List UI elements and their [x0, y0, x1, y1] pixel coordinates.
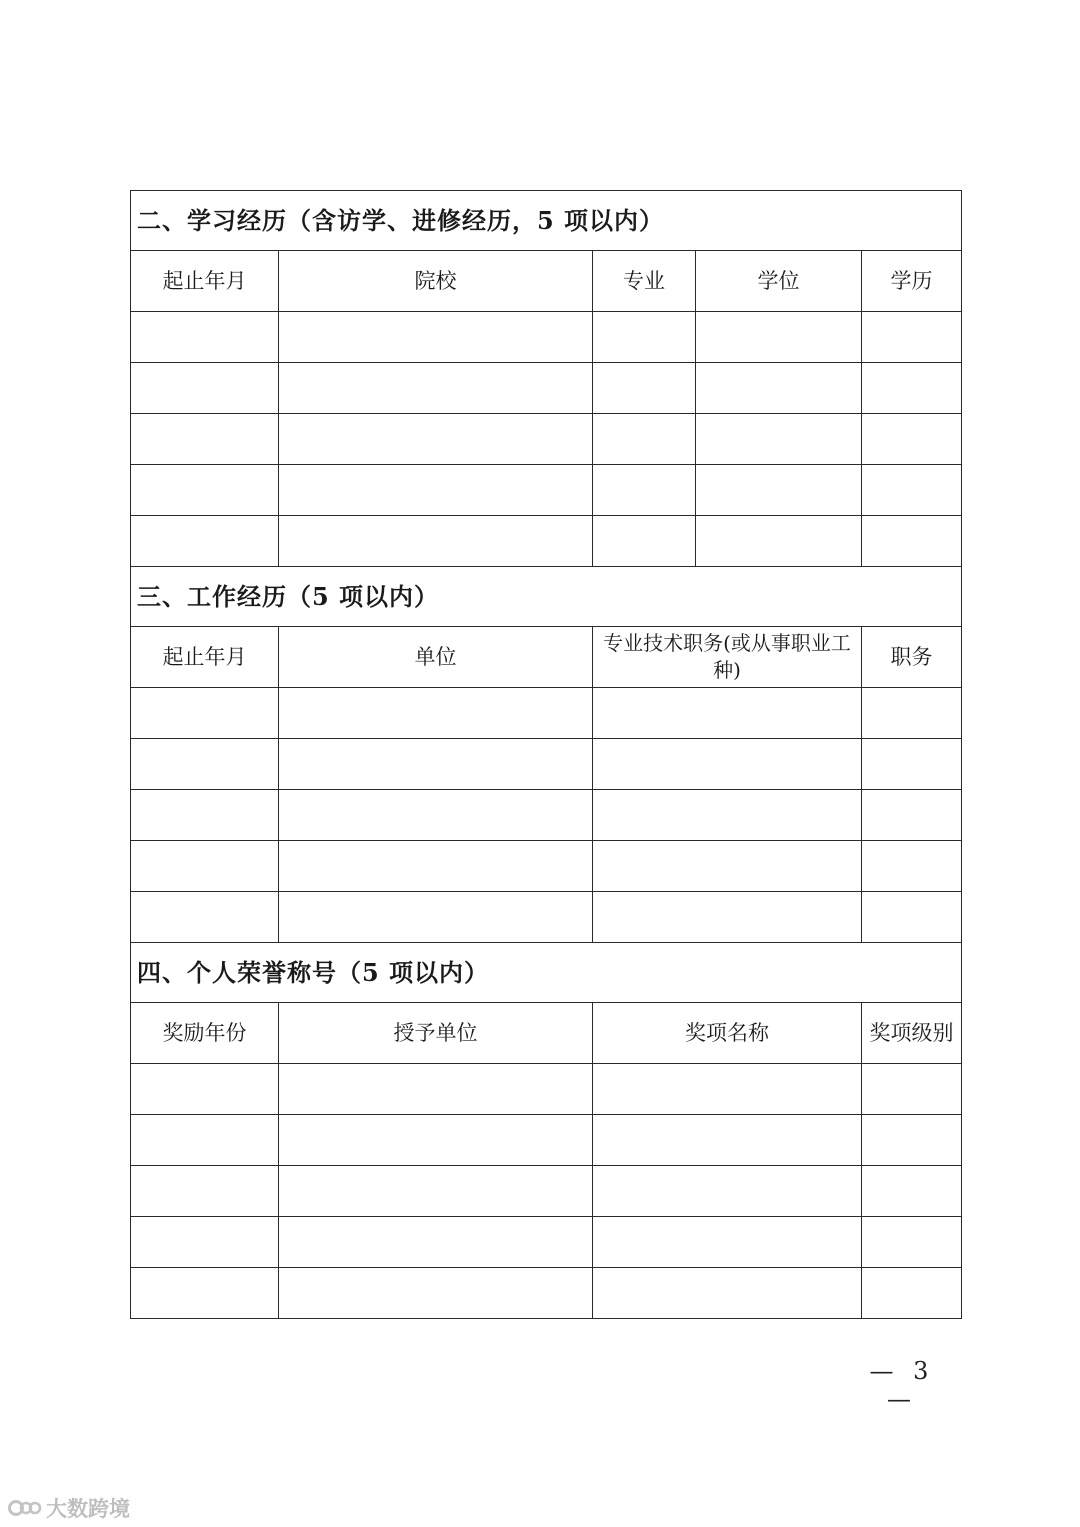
page-number: — 3 —	[869, 1357, 935, 1413]
honors-cell-award-name[interactable]	[593, 1268, 862, 1319]
work-cell-professional-title[interactable]	[593, 688, 862, 739]
honors-cell-award-level[interactable]	[862, 1166, 962, 1217]
study-cell-major[interactable]	[593, 363, 696, 414]
study-cell-period[interactable]	[131, 465, 279, 516]
honors-cell-award-level[interactable]	[862, 1115, 962, 1166]
work-row	[131, 790, 962, 841]
work-cell-period[interactable]	[131, 892, 279, 943]
study-cell-institution[interactable]	[279, 363, 593, 414]
honors-cell-awarding-body[interactable]	[279, 1268, 593, 1319]
study-cell-period[interactable]	[131, 516, 279, 567]
study-cell-education[interactable]	[862, 516, 962, 567]
work-row	[131, 739, 962, 790]
study-header-period: 起止年月	[131, 251, 279, 312]
study-cell-major[interactable]	[593, 414, 696, 465]
work-row	[131, 841, 962, 892]
work-cell-employer[interactable]	[279, 841, 593, 892]
honors-row	[131, 1217, 962, 1268]
honors-cell-year[interactable]	[131, 1115, 279, 1166]
honors-cell-awarding-body[interactable]	[279, 1217, 593, 1268]
study-cell-institution[interactable]	[279, 312, 593, 363]
honors-cell-award-level[interactable]	[862, 1268, 962, 1319]
study-cell-period[interactable]	[131, 414, 279, 465]
work-cell-employer[interactable]	[279, 739, 593, 790]
study-row	[131, 516, 962, 567]
work-cell-position[interactable]	[862, 892, 962, 943]
honors-cell-awarding-body[interactable]	[279, 1166, 593, 1217]
honors-cell-awarding-body[interactable]	[279, 1115, 593, 1166]
application-form-table	[130, 190, 962, 1319]
honors-row	[131, 1064, 962, 1115]
honors-cell-award-name[interactable]	[593, 1064, 862, 1115]
work-row	[131, 892, 962, 943]
study-row	[131, 363, 962, 414]
study-cell-education[interactable]	[862, 465, 962, 516]
watermark-logo-icon	[8, 1495, 42, 1521]
study-history-section-title: 二、学习经历（含访学、进修经历，5 项以内）	[131, 191, 962, 251]
study-cell-degree[interactable]	[696, 312, 862, 363]
study-cell-period[interactable]	[131, 312, 279, 363]
honors-cell-year[interactable]	[131, 1064, 279, 1115]
honors-header-year: 奖励年份	[131, 1003, 279, 1064]
work-cell-employer[interactable]	[279, 790, 593, 841]
study-cell-institution[interactable]	[279, 516, 593, 567]
study-row	[131, 414, 962, 465]
work-header-period: 起止年月	[131, 627, 279, 688]
study-cell-education[interactable]	[862, 312, 962, 363]
honors-header-award-level: 奖项级别	[862, 1003, 962, 1064]
work-cell-position[interactable]	[862, 841, 962, 892]
watermark-text: 大数跨境	[46, 1497, 130, 1521]
work-header-professional-title: 专业技术职务(或从事职业工种)	[593, 627, 862, 688]
work-history-section-title: 三、工作经历（5 项以内）	[131, 567, 962, 627]
work-cell-position[interactable]	[862, 688, 962, 739]
study-header-major: 专业	[593, 251, 696, 312]
honors-cell-award-name[interactable]	[593, 1166, 862, 1217]
work-cell-period[interactable]	[131, 688, 279, 739]
work-cell-professional-title[interactable]	[593, 790, 862, 841]
study-cell-degree[interactable]	[696, 414, 862, 465]
study-cell-degree[interactable]	[696, 516, 862, 567]
work-cell-period[interactable]	[131, 790, 279, 841]
honors-row	[131, 1166, 962, 1217]
work-cell-position[interactable]	[862, 739, 962, 790]
honors-section-title: 四、个人荣誉称号（5 项以内）	[131, 943, 962, 1003]
study-cell-degree[interactable]	[696, 363, 862, 414]
study-cell-institution[interactable]	[279, 414, 593, 465]
honors-row	[131, 1115, 962, 1166]
work-cell-employer[interactable]	[279, 688, 593, 739]
honors-header-awarding-body: 授予单位	[279, 1003, 593, 1064]
work-row	[131, 688, 962, 739]
study-header-education: 学历	[862, 251, 962, 312]
work-cell-position[interactable]	[862, 790, 962, 841]
honors-row	[131, 1268, 962, 1319]
work-header-employer: 单位	[279, 627, 593, 688]
work-header-position: 职务	[862, 627, 962, 688]
honors-cell-award-name[interactable]	[593, 1115, 862, 1166]
honors-cell-award-name[interactable]	[593, 1217, 862, 1268]
study-cell-major[interactable]	[593, 312, 696, 363]
honors-cell-awarding-body[interactable]	[279, 1064, 593, 1115]
study-cell-institution[interactable]	[279, 465, 593, 516]
honors-cell-award-level[interactable]	[862, 1217, 962, 1268]
study-header-institution: 院校	[279, 251, 593, 312]
study-header-degree: 学位	[696, 251, 862, 312]
work-cell-professional-title[interactable]	[593, 739, 862, 790]
study-cell-education[interactable]	[862, 363, 962, 414]
study-row	[131, 465, 962, 516]
work-cell-professional-title[interactable]	[593, 892, 862, 943]
work-cell-professional-title[interactable]	[593, 841, 862, 892]
study-cell-education[interactable]	[862, 414, 962, 465]
honors-cell-year[interactable]	[131, 1166, 279, 1217]
work-cell-period[interactable]	[131, 841, 279, 892]
honors-header-award-name: 奖项名称	[593, 1003, 862, 1064]
study-cell-major[interactable]	[593, 465, 696, 516]
study-row	[131, 312, 962, 363]
honors-cell-year[interactable]	[131, 1217, 279, 1268]
study-cell-major[interactable]	[593, 516, 696, 567]
work-cell-employer[interactable]	[279, 892, 593, 943]
study-cell-degree[interactable]	[696, 465, 862, 516]
honors-cell-year[interactable]	[131, 1268, 279, 1319]
watermark	[8, 1493, 130, 1523]
honors-cell-award-level[interactable]	[862, 1064, 962, 1115]
work-cell-period[interactable]	[131, 739, 279, 790]
study-cell-period[interactable]	[131, 363, 279, 414]
